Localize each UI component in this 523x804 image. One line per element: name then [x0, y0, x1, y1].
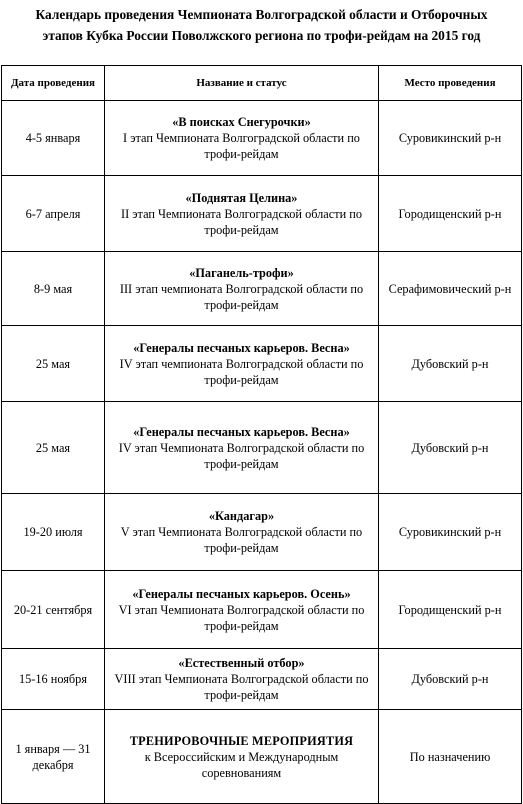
event-status: III этап чемпионата Волгоградской области по трофи-рейдам — [119, 281, 364, 312]
table-row — [2, 326, 522, 402]
table-header-row — [2, 66, 522, 101]
event-cell — [105, 326, 379, 402]
table-row — [2, 649, 522, 710]
event-place: Дубовский р-н — [379, 402, 522, 494]
event-name: «Кандагар» — [208, 509, 275, 523]
event-name: «В поисках Снегурочки» — [172, 115, 311, 129]
event-status: VI этап Чемпионата Волгоградской области по трофи-рейдам — [118, 602, 365, 633]
event-date: 6-7 апреля — [2, 176, 105, 252]
header-name: Название и статус — [105, 66, 379, 101]
event-name: «Паганель-трофи» — [189, 265, 294, 280]
table-row — [2, 101, 522, 176]
table-row — [2, 252, 522, 326]
event-status: II этап Чемпионата Волгоградской области по трофи-рейдам — [121, 206, 362, 237]
event-cell — [105, 101, 379, 176]
event-date: 1 января — 31 декабря — [2, 710, 105, 804]
event-status: IV этап чемпионата Волгоградской области по трофи-рейдам — [119, 356, 364, 387]
event-date: 20-21 сентября — [2, 571, 105, 649]
event-name: «Поднятая Целина» — [185, 190, 298, 205]
event-date: 4-5 января — [2, 101, 105, 176]
event-cell — [105, 176, 379, 252]
document-title — [0, 4, 523, 46]
title-line-2: этапов Кубка России Поволжского региона по трофи-рейдам на 2015 год — [42, 28, 481, 43]
event-cell — [105, 402, 379, 494]
event-name: «Генералы песчаных карьеров. Осень» — [132, 586, 351, 601]
event-cell — [105, 571, 379, 649]
event-place: По назначению — [379, 710, 522, 804]
event-status: I этап Чемпионата Волгоградской области по трофи-рейдам — [123, 131, 360, 161]
table-row — [2, 494, 522, 571]
event-cell — [105, 252, 379, 326]
table-row — [2, 402, 522, 494]
event-cell — [105, 494, 379, 571]
table-row — [2, 571, 522, 649]
header-place: Место проведения — [379, 66, 522, 101]
event-cell — [105, 710, 379, 804]
event-date: 25 мая — [2, 402, 105, 494]
event-place: Суровикинский р-н — [379, 101, 522, 176]
event-status: VIII этап Чемпионата Волгоградской области по трофи-рейдам — [114, 672, 369, 702]
event-place: Городищенский р-н — [379, 176, 522, 252]
table-row — [2, 176, 522, 252]
event-name: «Генералы песчаных карьеров. Весна» — [133, 424, 350, 439]
event-date: 15-16 ноября — [2, 649, 105, 710]
event-status: V этап Чемпионата Волгоградской области по трофи-рейдам — [120, 525, 363, 555]
event-name: «Генералы песчаных карьеров. Весна» — [133, 340, 350, 355]
table-row — [2, 710, 522, 804]
event-place: Дубовский р-н — [379, 649, 522, 710]
event-date: 8-9 мая — [2, 252, 105, 326]
event-place: Дубовский р-н — [379, 326, 522, 402]
event-place: Суровикинский р-н — [379, 494, 522, 571]
event-date: 25 мая — [2, 326, 105, 402]
event-status: IV этап Чемпионата Волгоградской области по трофи-рейдам — [118, 440, 365, 471]
event-name: «Естественный отбор» — [178, 656, 305, 670]
header-date: Дата проведения — [2, 66, 105, 101]
event-date: 19-20 июля — [2, 494, 105, 571]
event-place: Серафимовический р-н — [379, 252, 522, 326]
event-place: Городищенский р-н — [379, 571, 522, 649]
event-status: к Всероссийским и Международным соревнованиям — [144, 749, 339, 780]
calendar-table — [1, 65, 522, 804]
event-name: ТРЕНИРОВОЧНЫЕ МЕРОПРИЯТИЯ — [129, 733, 354, 748]
event-cell — [105, 649, 379, 710]
title-line-1: Календарь проведения Чемпионата Волгоградской области и Отборочных — [35, 7, 488, 22]
